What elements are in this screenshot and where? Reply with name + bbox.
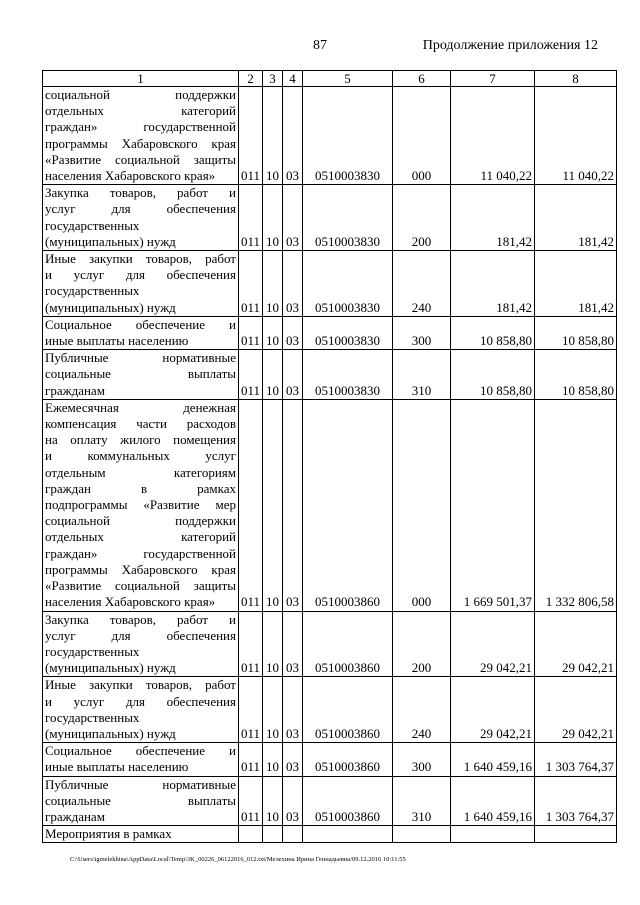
expense-name-cell xyxy=(43,87,239,185)
expense-name-line: граждан» государственной xyxy=(45,119,236,135)
expense-type-cell: 240 xyxy=(393,251,451,317)
amount-cell: 10 858,80 xyxy=(451,350,535,400)
amount-cell: 29 042,21 xyxy=(535,611,617,677)
amount-cell: 1 332 806,58 xyxy=(535,399,617,611)
table-row xyxy=(43,251,617,317)
column-header: 2 xyxy=(239,71,263,87)
footer-file-path: C:\Users\igmelekhina\AppData\Local\Temp\3K_00226_06122016_012.txt/Мелехина Ирина Геннадьевна/09.12.2016 10:11:55 xyxy=(70,856,406,863)
expense-name-line: и услуг для обеспечения xyxy=(45,267,236,283)
table-row xyxy=(43,677,617,743)
amount-cell: 29 042,21 xyxy=(451,611,535,677)
amount-cell: 29 042,21 xyxy=(535,677,617,743)
expense-name-line: населения Хабаровского края» xyxy=(45,594,216,610)
subsection-code-cell: 03 xyxy=(283,611,303,677)
expense-name-line: иные выплаты населению xyxy=(45,759,189,775)
section-code-cell: 10 xyxy=(263,185,283,251)
expense-type-cell: 310 xyxy=(393,776,451,826)
table-row xyxy=(43,350,617,400)
expense-name-line: подпрограммы «Развитие мер xyxy=(45,497,236,513)
column-header: 1 xyxy=(43,71,239,87)
ministry-code-cell: 011 xyxy=(239,87,263,185)
expense-name-line: государственных xyxy=(45,643,140,659)
expense-name-line: «Развитие социальной защиты xyxy=(45,151,236,167)
column-number-row xyxy=(43,71,617,87)
target-article-cell: 0510003830 xyxy=(303,185,393,251)
expense-name-line: гражданам xyxy=(45,808,105,824)
expense-name-line: социальной поддержки xyxy=(45,513,236,529)
expense-name-line: Публичные нормативные xyxy=(45,776,236,792)
section-code-cell: 10 xyxy=(263,611,283,677)
table-row xyxy=(43,399,617,611)
section-code-cell: 10 xyxy=(263,251,283,317)
expense-name-line: (муниципальных) нужд xyxy=(45,299,176,315)
expense-name-line: отдельных категорий xyxy=(45,103,236,119)
table-row xyxy=(43,826,617,843)
table-row xyxy=(43,87,617,185)
column-header: 6 xyxy=(393,71,451,87)
page-number: 87 xyxy=(313,38,327,53)
table-row xyxy=(43,316,617,349)
amount-cell: 29 042,21 xyxy=(451,677,535,743)
amount-cell xyxy=(451,826,535,843)
expense-name-line: компенсация части расходов xyxy=(45,416,236,432)
amount-cell: 1 303 764,37 xyxy=(535,776,617,826)
expense-name-line: граждан в рамках xyxy=(45,480,236,496)
amount-cell: 181,42 xyxy=(535,251,617,317)
expense-name-cell xyxy=(43,743,239,776)
expense-name-line: гражданам xyxy=(45,382,105,398)
section-code-cell: 10 xyxy=(263,677,283,743)
table-row xyxy=(43,776,617,826)
subsection-code-cell: 03 xyxy=(283,743,303,776)
amount-cell: 11 040,22 xyxy=(535,87,617,185)
amount-cell: 11 040,22 xyxy=(451,87,535,185)
expense-name-cell xyxy=(43,350,239,400)
expense-name-line: Мероприятия в рамках xyxy=(45,826,172,842)
ministry-code-cell: 011 xyxy=(239,399,263,611)
expense-name-line: социальные выплаты xyxy=(45,366,236,382)
expense-type-cell: 240 xyxy=(393,677,451,743)
expense-name-line: (муниципальных) нужд xyxy=(45,725,176,741)
column-header: 4 xyxy=(283,71,303,87)
expense-name-cell xyxy=(43,826,239,843)
section-code-cell xyxy=(263,826,283,843)
target-article-cell: 0510003830 xyxy=(303,251,393,317)
expense-name-line: услуг для обеспечения xyxy=(45,627,236,643)
table-body xyxy=(43,87,617,843)
expense-name-line: Закупка товаров, работ и xyxy=(45,185,236,201)
expense-name-line: государственных xyxy=(45,217,140,233)
ministry-code-cell: 011 xyxy=(239,611,263,677)
expense-name-line: государственных xyxy=(45,283,140,299)
expense-type-cell: 200 xyxy=(393,185,451,251)
expense-name-line: и услуг для обеспечения xyxy=(45,693,236,709)
amount-cell: 10 858,80 xyxy=(451,316,535,349)
expense-name-line: «Развитие социальной защиты xyxy=(45,578,236,594)
expense-name-line: отдельных категорий xyxy=(45,529,236,545)
section-code-cell: 10 xyxy=(263,87,283,185)
expense-name-line: услуг для обеспечения xyxy=(45,201,236,217)
amount-cell: 1 669 501,37 xyxy=(451,399,535,611)
expense-type-cell: 200 xyxy=(393,611,451,677)
subsection-code-cell: 03 xyxy=(283,251,303,317)
amount-cell xyxy=(535,826,617,843)
ministry-code-cell: 011 xyxy=(239,185,263,251)
expense-type-cell xyxy=(393,826,451,843)
expense-name-line: и коммунальных услуг xyxy=(45,448,236,464)
expense-type-cell: 300 xyxy=(393,316,451,349)
target-article-cell: 0510003830 xyxy=(303,316,393,349)
expense-name-line: (муниципальных) нужд xyxy=(45,660,176,676)
appendix-continuation-label: Продолжение приложения 12 xyxy=(422,38,598,53)
subsection-code-cell xyxy=(283,826,303,843)
subsection-code-cell: 03 xyxy=(283,350,303,400)
expense-name-line: социальной поддержки xyxy=(45,87,236,102)
target-article-cell: 0510003830 xyxy=(303,87,393,185)
target-article-cell: 0510003860 xyxy=(303,399,393,611)
ministry-code-cell: 011 xyxy=(239,316,263,349)
ministry-code-cell: 011 xyxy=(239,350,263,400)
expense-name-line: иные выплаты населению xyxy=(45,333,189,349)
column-header: 5 xyxy=(303,71,393,87)
section-code-cell: 10 xyxy=(263,316,283,349)
expense-name-line: государственных xyxy=(45,709,140,725)
expense-name-line: Публичные нормативные xyxy=(45,350,236,366)
expense-name-cell xyxy=(43,251,239,317)
budget-table xyxy=(42,70,617,843)
column-header: 3 xyxy=(263,71,283,87)
expense-name-cell xyxy=(43,611,239,677)
expense-name-cell xyxy=(43,677,239,743)
expense-name-line: Закупка товаров, работ и xyxy=(45,611,236,627)
ministry-code-cell: 011 xyxy=(239,776,263,826)
table-row xyxy=(43,743,617,776)
target-article-cell: 0510003860 xyxy=(303,776,393,826)
expense-name-line: (муниципальных) нужд xyxy=(45,233,176,249)
amount-cell: 10 858,80 xyxy=(535,350,617,400)
column-header: 7 xyxy=(451,71,535,87)
section-code-cell: 10 xyxy=(263,350,283,400)
expense-type-cell: 000 xyxy=(393,399,451,611)
subsection-code-cell: 03 xyxy=(283,776,303,826)
expense-type-cell: 300 xyxy=(393,743,451,776)
expense-name-cell xyxy=(43,776,239,826)
expense-name-cell xyxy=(43,316,239,349)
amount-cell: 1 303 764,37 xyxy=(535,743,617,776)
subsection-code-cell: 03 xyxy=(283,185,303,251)
amount-cell: 181,42 xyxy=(451,185,535,251)
amount-cell: 1 640 459,16 xyxy=(451,776,535,826)
expense-name-line: социальные выплаты xyxy=(45,792,236,808)
target-article-cell: 0510003830 xyxy=(303,350,393,400)
expense-name-line: Иные закупки товаров, работ xyxy=(45,677,236,693)
table-row xyxy=(43,185,617,251)
target-article-cell xyxy=(303,826,393,843)
amount-cell: 10 858,80 xyxy=(535,316,617,349)
amount-cell: 181,42 xyxy=(451,251,535,317)
target-article-cell: 0510003860 xyxy=(303,611,393,677)
section-code-cell: 10 xyxy=(263,776,283,826)
ministry-code-cell: 011 xyxy=(239,677,263,743)
expense-name-cell xyxy=(43,399,239,611)
expense-name-line: Социальное обеспечение и xyxy=(45,743,236,759)
expense-name-line: отдельным категориям xyxy=(45,464,236,480)
ministry-code-cell xyxy=(239,826,263,843)
amount-cell: 181,42 xyxy=(535,185,617,251)
table-row xyxy=(43,611,617,677)
amount-cell: 1 640 459,16 xyxy=(451,743,535,776)
expense-name-line: граждан» государственной xyxy=(45,545,236,561)
expense-name-line: программы Хабаровского края xyxy=(45,135,236,151)
ministry-code-cell: 011 xyxy=(239,743,263,776)
section-code-cell: 10 xyxy=(263,743,283,776)
subsection-code-cell: 03 xyxy=(283,677,303,743)
expense-type-cell: 000 xyxy=(393,87,451,185)
target-article-cell: 0510003860 xyxy=(303,677,393,743)
subsection-code-cell: 03 xyxy=(283,399,303,611)
section-code-cell: 10 xyxy=(263,399,283,611)
expense-name-line: Иные закупки товаров, работ xyxy=(45,251,236,267)
expense-type-cell: 310 xyxy=(393,350,451,400)
expense-name-line: Ежемесячная денежная xyxy=(45,399,236,415)
subsection-code-cell: 03 xyxy=(283,316,303,349)
expense-name-line: программы Хабаровского края xyxy=(45,561,236,577)
expense-name-cell xyxy=(43,185,239,251)
ministry-code-cell: 011 xyxy=(239,251,263,317)
target-article-cell: 0510003860 xyxy=(303,743,393,776)
expense-name-line: Социальное обеспечение и xyxy=(45,316,236,332)
subsection-code-cell: 03 xyxy=(283,87,303,185)
expense-name-line: населения Хабаровского края» xyxy=(45,168,216,184)
expense-name-line: на оплату жилого помещения xyxy=(45,432,236,448)
column-header: 8 xyxy=(535,71,617,87)
